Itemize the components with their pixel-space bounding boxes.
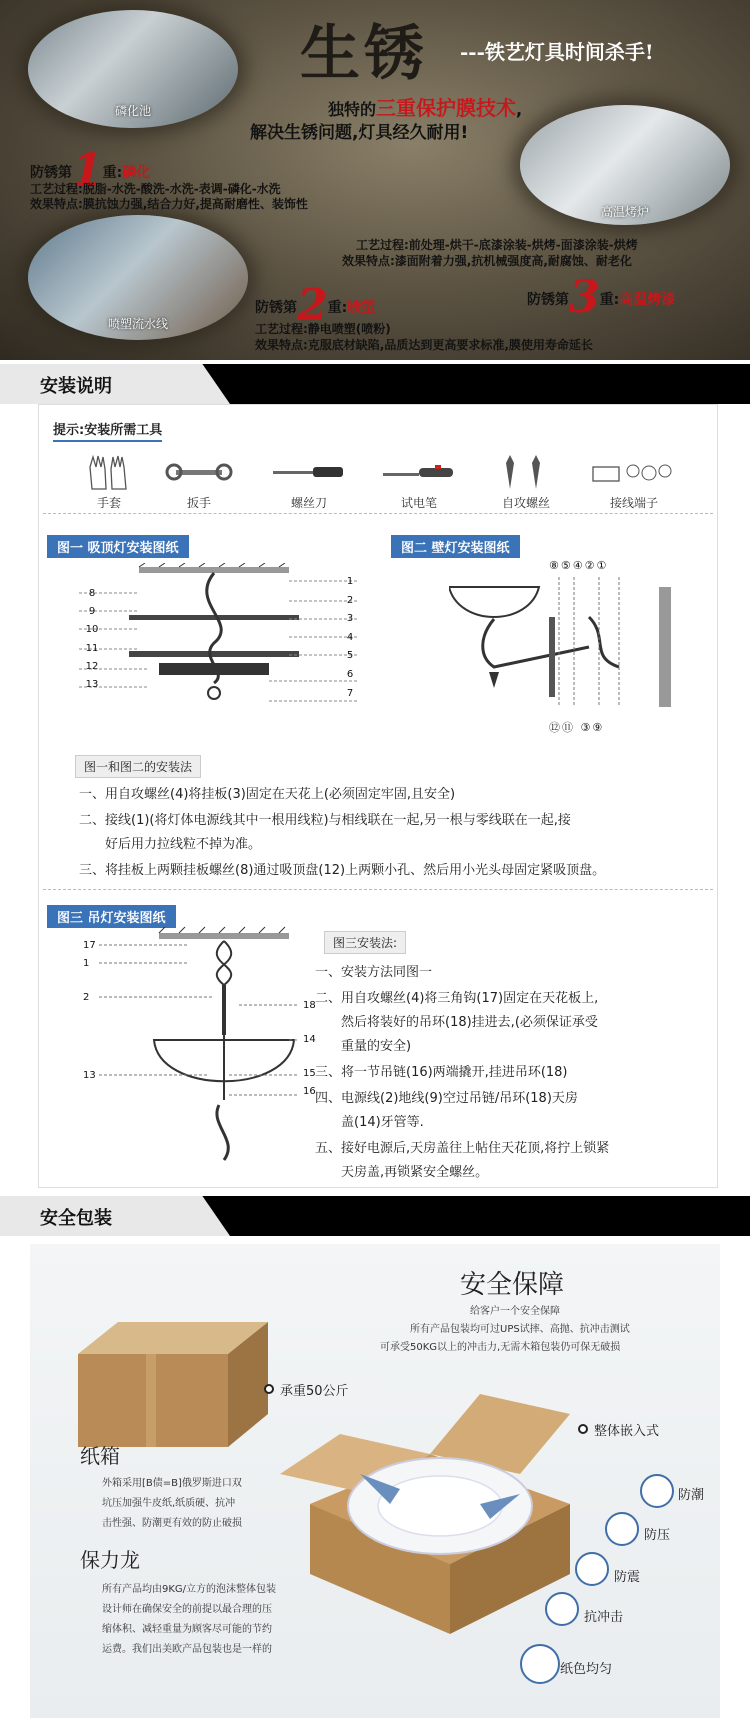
load-marker <box>264 1384 274 1394</box>
layer-number: 2 <box>297 280 328 331</box>
package-sub-1: 给客户一个安全保障 <box>470 1306 560 1317</box>
rust-banner <box>0 0 750 360</box>
fig1-right-callouts <box>341 573 359 703</box>
callout: 8 <box>88 588 96 599</box>
photo-label: 高温烤炉 <box>600 205 649 219</box>
photo-label: 喷塑流水线 <box>107 317 168 331</box>
layer-1-process: 工艺过程:脱脂-水洗-酸洗-水洗-表调-磷化-水洗 <box>30 182 281 196</box>
slogan-suffix: , <box>516 100 523 119</box>
layer-2-process: 工艺过程:静电喷塑(喷粉) <box>255 322 391 336</box>
step-3-c: 三、将一节吊链(16)两端撬开,挂进吊环(18) <box>315 1065 568 1080</box>
photo-phosphating-pool <box>28 10 238 128</box>
install-section-header <box>0 364 750 404</box>
callout: 13 <box>83 1070 96 1081</box>
slogan-prefix: 独特的 <box>328 100 377 119</box>
wrench-icon <box>164 453 234 491</box>
step-1-2-c: 三、将挂板上两颗挂板螺丝(8)通过吸顶盘(12)上两颗小孔、然后用小光头母固定紧吸顶盘。 <box>79 863 606 878</box>
callout: 1 <box>346 576 354 587</box>
slogan-highlight: 三重保护膜技术 <box>376 96 517 120</box>
layer-3-process: 工艺过程:前处理-烘干-底漆涂装-烘烤-面漆涂装-烘烤 <box>356 238 638 252</box>
install-header-title: 安装说明 <box>40 376 112 397</box>
foam-desc-3: 缩体积、减轻重量为顾客尽可能的节约 <box>102 1624 272 1635</box>
feature-label: 防压 <box>644 1528 671 1543</box>
moisture-proof-icon <box>640 1474 674 1508</box>
closed-carton-image <box>78 1322 268 1447</box>
screws-icon <box>496 453 556 491</box>
divider <box>43 889 713 890</box>
header-tab <box>0 1196 230 1236</box>
package-section-header <box>0 1196 750 1236</box>
layer-name: 磷化 <box>122 165 151 181</box>
gloves-icon <box>84 453 134 491</box>
layer-3-effect: 效果特点:漆面附着力强,抗机械强度高,耐腐蚀、耐老化 <box>342 254 632 268</box>
photo-label: 磷化池 <box>114 104 151 118</box>
slogan-line-2: 解决生锈问题,灯具经久耐用! <box>250 123 469 143</box>
banner-subtitle: ---铁艺灯具时间杀手! <box>460 40 654 64</box>
step-1-2-b-cont: 好后用力拉线粒不掉为准。 <box>105 837 262 852</box>
tool-screws <box>491 453 561 511</box>
package-panel <box>30 1244 720 1718</box>
fig1-ceiling-lamp-diagram <box>79 563 359 713</box>
tool-wrench <box>159 453 239 511</box>
fig2-top-callouts: ⑧⑤④②① <box>549 559 609 572</box>
tool-test-pen <box>379 453 459 511</box>
embed-label: 整体嵌入式 <box>594 1424 660 1439</box>
carton-desc-3: 击性强、防潮更有效的防止破损 <box>102 1518 242 1529</box>
carton-desc-1: 外箱采用[B债=B]俄罗斯进口双 <box>102 1478 242 1489</box>
step-3-e: 五、接好电源后,天房盖往上帖住天花顶,将拧上锁紧 <box>315 1141 610 1156</box>
layer-mid: 重: <box>599 292 620 308</box>
fig3-left-callouts <box>83 937 96 1085</box>
step-3-e-cont: 天房盖,再锁紧安全螺丝。 <box>341 1165 489 1180</box>
callout: 4 <box>346 631 354 643</box>
feature-label: 抗冲击 <box>584 1610 624 1625</box>
fig1-left-callouts <box>83 585 101 694</box>
slogan-line-1 <box>328 92 522 121</box>
tool-label: 螺丝刀 <box>290 496 327 510</box>
foam-desc-4: 运费。我们出美欧产品包装也是一样的 <box>102 1644 272 1655</box>
callout: 12 <box>85 660 99 672</box>
callout: 6 <box>346 668 354 680</box>
callout: 2 <box>83 992 90 1003</box>
screwdriver-icon <box>269 453 349 491</box>
foam-desc-2: 设计师在确保安全的前提以最合理的压 <box>102 1604 272 1615</box>
layer-number: 1 <box>72 145 103 196</box>
callout: 16 <box>303 1086 316 1097</box>
package-sub-3: 可承受50KG以上的冲击力,无需木箱包装仍可保无破损 <box>380 1342 621 1353</box>
step-3-a: 一、安装方法同图一 <box>315 965 433 980</box>
fig1-header: 图一 吸顶灯安装图纸 <box>47 535 189 558</box>
step-1-2-b: 二、接线(1)(将灯体电源线其中一根用线粒)与相线联在一起,另一根与零线联在一起,接 <box>79 813 571 828</box>
layer-1-effect: 效果特点:膜抗蚀力强,结合力好,提高耐磨性、装饰性 <box>30 197 308 211</box>
callout: 10 <box>85 624 99 636</box>
pressure-proof-icon <box>605 1512 639 1546</box>
fig3-header: 图三 吊灯安装图纸 <box>47 905 176 928</box>
step-3-d: 四、电源线(2)地线(9)空过吊链/吊环(18)天房 <box>315 1091 578 1106</box>
tool-label: 手套 <box>96 496 121 510</box>
callout: 1 <box>83 958 90 969</box>
layer-name: 高温烤漆 <box>619 292 676 308</box>
package-sub-2: 所有产品包装均可过UPS试摔、高抛、抗冲击测试 <box>410 1324 630 1335</box>
layer-mid: 重: <box>102 165 123 181</box>
tool-label: 接线端子 <box>609 496 658 510</box>
divider <box>43 513 713 514</box>
tool-label: 试电笔 <box>400 496 437 510</box>
layer-name: 喷塑 <box>347 300 376 316</box>
photo-oven <box>520 105 730 225</box>
step-3-b: 二、用自攻螺丝(4)将三角钩(17)固定在天花板上, <box>315 991 599 1006</box>
package-title: 安全保障 <box>460 1270 565 1300</box>
step-3-b-cont1: 然后将装好的吊环(18)挂进去,(必须保证承受 <box>341 1015 598 1030</box>
callout: 13 <box>85 679 99 691</box>
fig2-wall-lamp-diagram <box>449 577 689 717</box>
even-color-icon <box>520 1644 560 1684</box>
fig3-method-label: 图三安装法: <box>324 931 406 954</box>
layer-prefix: 防锈第 <box>255 300 297 316</box>
layer-number: 3 <box>569 272 600 323</box>
callout: 14 <box>303 1034 316 1045</box>
tool-label: 自攻螺丝 <box>501 496 550 510</box>
banner-title: 生锈 <box>300 19 428 89</box>
embed-marker <box>578 1424 588 1434</box>
fig12-method-label: 图一和图二的安装法 <box>75 755 201 778</box>
feature-label: 防潮 <box>678 1488 705 1503</box>
terminal-icon <box>589 453 679 491</box>
layer-prefix: 防锈第 <box>30 165 72 181</box>
test-pen-icon <box>379 453 459 491</box>
carton-desc-2: 坑压加强牛皮纸,纸质硬、抗冲 <box>102 1498 236 1509</box>
step-3-d-cont: 盖(14)牙管等. <box>341 1115 424 1130</box>
tools-title: 提示:安装所需工具 <box>53 419 162 442</box>
tool-terminals <box>584 453 684 511</box>
fig2-bottom-callouts: ⑫⑪ ③⑨ <box>549 721 605 734</box>
fig2-header: 图二 壁灯安装图纸 <box>391 535 520 558</box>
callout: 3 <box>346 613 354 625</box>
callout: 9 <box>88 606 96 618</box>
callout: 11 <box>85 642 99 654</box>
load-label: 承重50公斤 <box>280 1384 349 1399</box>
layer-3-title <box>527 272 675 323</box>
step-1-2-a: 一、用自攻螺丝(4)将挂板(3)固定在天花上(必须固定牢固,且安全) <box>79 787 456 802</box>
callout: 15 <box>303 1068 316 1079</box>
callout: 17 <box>83 940 96 951</box>
callout: 2 <box>346 594 354 606</box>
carton-title: 纸箱 <box>80 1444 120 1468</box>
layer-prefix: 防锈第 <box>527 292 569 308</box>
install-panel <box>38 404 718 1188</box>
open-carton-image <box>280 1394 590 1634</box>
tool-label: 扳手 <box>186 496 211 510</box>
header-tab <box>0 364 230 404</box>
tool-screwdriver <box>269 453 349 511</box>
callout: 18 <box>303 1000 316 1011</box>
callout: 7 <box>346 687 354 699</box>
feature-label: 防震 <box>614 1570 641 1585</box>
callout: 5 <box>346 650 354 662</box>
layer-2-effect: 效果特点:克服底材缺陷,品质达到更高要求标准,膜使用寿命延长 <box>255 338 593 352</box>
fig3-right-callouts <box>303 997 316 1101</box>
tool-gloves <box>79 453 139 511</box>
shockproof-icon <box>575 1552 609 1586</box>
photo-spray-line <box>28 215 248 340</box>
impact-resistant-icon <box>545 1592 579 1626</box>
fig3-pendant-diagram <box>99 925 299 1175</box>
foam-desc-1: 所有产品均由9KG/立方的泡沫整体包装 <box>102 1584 277 1595</box>
step-3-b-cont2: 重量的安全) <box>341 1039 412 1054</box>
package-header-title: 安全包装 <box>40 1208 112 1229</box>
foam-title: 保力龙 <box>80 1548 140 1572</box>
feature-label: 纸色均匀 <box>560 1662 613 1677</box>
layer-mid: 重: <box>327 300 348 316</box>
